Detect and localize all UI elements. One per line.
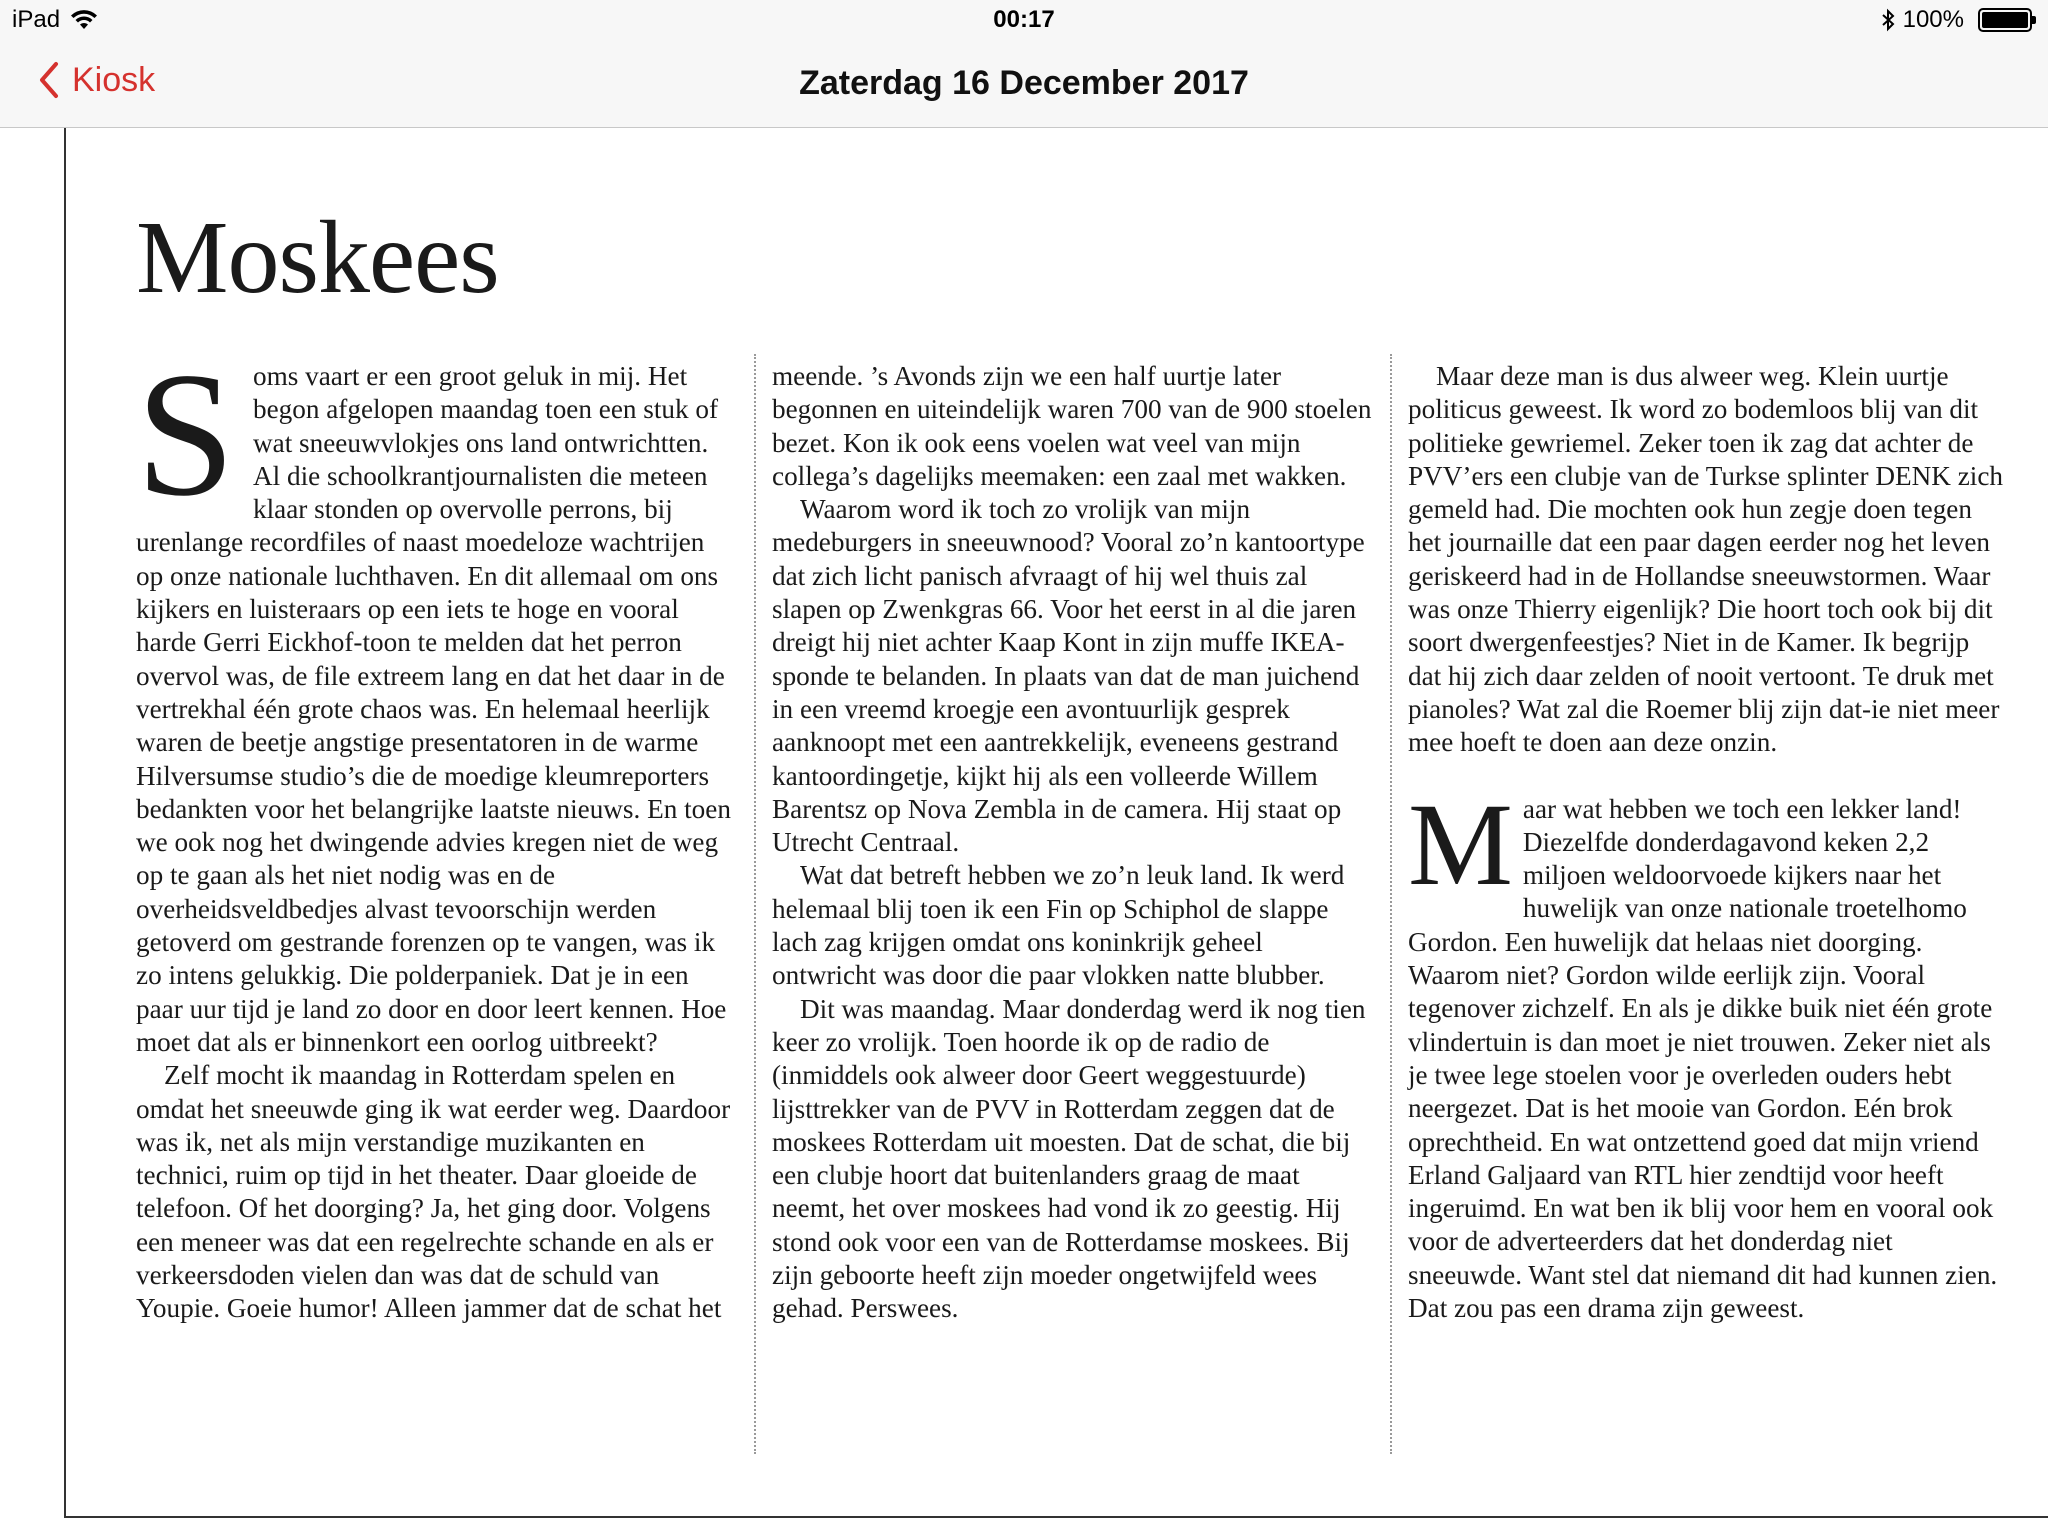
- article-column-2: [772, 360, 1372, 1326]
- paragraph: Dit was maandag. Maar donderdag werd ik nog tien keer zo vrolijk. Toen hoorde ik op de radio de (inmiddels ook alweer door Geert weggestuurde) lijsttrekker van de PVV in Rotterdam zeggen dat de moskees Rotterdam uit moesten. Dat de schat, die bij een clubje hoort dat buitenlanders graag de maat neemt, het over moskees had vond ik zo geestig. Hij stond ook voor een van de Rotterdamse moskees. Bij zijn geboorte heeft zijn moeder ongetwijfeld wees gehad. Perswees.: [772, 993, 1366, 1324]
- battery-percent: 100%: [1902, 6, 1964, 33]
- drop-cap: M: [1408, 778, 1513, 910]
- paragraph: Zelf mocht ik maandag in Rotterdam spelen en omdat het sneeuwde ging ik wat eerder weg. Daardoor was ik, net als mijn verstandige muzikanten en technici, ruim op tijd in het theater. Daar gloeide de telefoon. Of het doorging? Ja, het ging door. Volgens een meneer was dat een regelrechte schande en als er verkeersdoden vielen dan was dat de schuld van Youpie. Goeie humor! Alleen jammer dat de schat het: [136, 1060, 731, 1324]
- paragraph: meende. ’s Avonds zijn we een half uurtje later begonnen en uiteindelijk waren 700 van de 900 stoelen bezet. Kon ik ook eens voelen wat veel van mijn collega’s dagelijks meemaken: een zaal met wakken.: [772, 361, 1372, 491]
- bluetooth-icon: [1881, 8, 1895, 32]
- paragraph-text: aar wat hebben we toch een lekker land! Diezelfde donderdagavond keken 2,2 miljoen weldoorvoede kijkers naar het huwelijk van onze nationale troetelhomo Gordon. Een huwelijk dat helaas niet doorging. Waarom niet? Gordon wilde eerlijk zijn. Vooral tegenover zichzelf. En als je dikke buik niet één grote vlindertuin is dan moet je niet trouwen. Zeker niet als je twee lege stoelen voor je overleden ouders hebt neergezet. Dat is het mooie van Gordon. Eén brok oprechtheid. En wat ontzettend goed dat mijn vriend Erland Galjaard van RTL hier zendtijd voor heeft ingeruimd. En wat ben ik blij voor hem en vooral ook voor de adverteerders dat het donderdag niet sneeuwde. Want stel dat niemand dit had kunnen zien. Dat zou pas een drama zijn geweest.: [1408, 793, 1998, 1324]
- paragraph: Waarom word ik toch zo vrolijk van mijn medeburgers in sneeuwnood? Vooral zo’n kantoortype dat zich licht panisch afvraagt of hij wel thuis zal slapen op Zwenkgras 66. Voor het eerst in al die jaren dreigt hij niet achter Kaap Kont in zijn muffe IKEA-sponde te belanden. In plaats van dat de man juichend in een vreemd kroegje een avontuurlijk gesprek aanknoopt met een aantrekkelijk, eveneens gestrand kantoordingetje, kijkt hij als een volleerde Willem Barentsz op Nova Zembla in de camera. Hij staat op Utrecht Centraal.: [772, 494, 1365, 858]
- paragraph: [136, 335, 736, 1059]
- status-right: [1881, 6, 2032, 34]
- article-column-1: [136, 335, 736, 1326]
- paragraph: Wat dat betreft hebben we zo’n leuk land. Ik werd helemaal blij toen ik een Fin op Schiphol de slappe lach zag krijgen omdat ons koninkrijk geheel ontwricht was door die paar vlokken natte blubber.: [772, 860, 1345, 991]
- paragraph: Maar deze man is dus alweer weg. Klein uurtje politicus geweest. Ik word zo bodemloos blij van dit politieke gewriemel. Zeker toen ik zag dat achter de PVV’ers een clubje van de Turkse splinter DENK zich gemeld had. Die mochten ook hun zegje doen tegen het journaille dat een paar dagen eerder nog het leven geriskeerd had in de Hollandse sneeuwstormen. Waar was onze Thierry eigenlijk? Die hoort toch ook bij dit soort dwergenfeestjes? Niet in de Kamer. Ik begrijp dat hij zich daar zelden of nooit vertoont. Te druk met pianoles? Wat zal die Roemer blij zijn dat-ie niet meer mee hoeft te doen aan deze onzin.: [1408, 361, 2003, 758]
- device-label: iPad: [12, 6, 61, 33]
- status-time: 00:17: [993, 6, 1055, 33]
- column-divider: [1390, 354, 1392, 1454]
- paragraph-text: oms vaart er een groot geluk in mij. Het begon afgelopen maandag toen een stuk of wat sneeuwvlokjes ons land ontwrichtten. Al die schoolkrantjournalisten die meteen klaar stonden op overvolle perrons, bij urenlange recordfiles of naast moedeloze wachtrijen op onze nationale luchthaven. En dit allemaal om ons kijkers en luisteraars op een iets te hoge en vooral harde Gerri Eickhof-toon te melden dat het perron overvol was, de file extreem lang en dat het daar in de vertrekhal één grote chaos was. En helemaal heerlijk waren de beetje angstige presentatoren in de warme Hilversumse studio’s die de moedige kleumreporters bedankten voor het belangrijke laatste nieuws. En toen we ook nog het dwingende advies kregen niet de weg op te gaan als het niet nodig was en de overheidsveldbedjes alvast tevoorschijn werden getoverd om gestrande forenzen op te vangen, was ik zo intens gelukkig. Die polderpaniek. Dat je in een paar uur tijd je land zo door en door leert kennen. Hoe moet dat als er binnenkort een oorlog uitbreekt?: [136, 361, 731, 1057]
- back-label: Kiosk: [72, 60, 156, 99]
- battery-fill: [1982, 12, 2028, 28]
- article-column-3: [1408, 360, 2008, 1325]
- nav-bar: [0, 40, 2048, 128]
- column-divider: [754, 354, 756, 1454]
- article-title: Moskees: [136, 200, 499, 315]
- status-bar: [0, 0, 2048, 40]
- page-title: Zaterdag 16 December 2017: [799, 64, 1249, 102]
- paragraph: [1408, 778, 2008, 1326]
- battery-icon: [1978, 8, 2032, 32]
- drop-cap: S: [136, 335, 235, 533]
- article-page[interactable]: [64, 128, 2048, 1518]
